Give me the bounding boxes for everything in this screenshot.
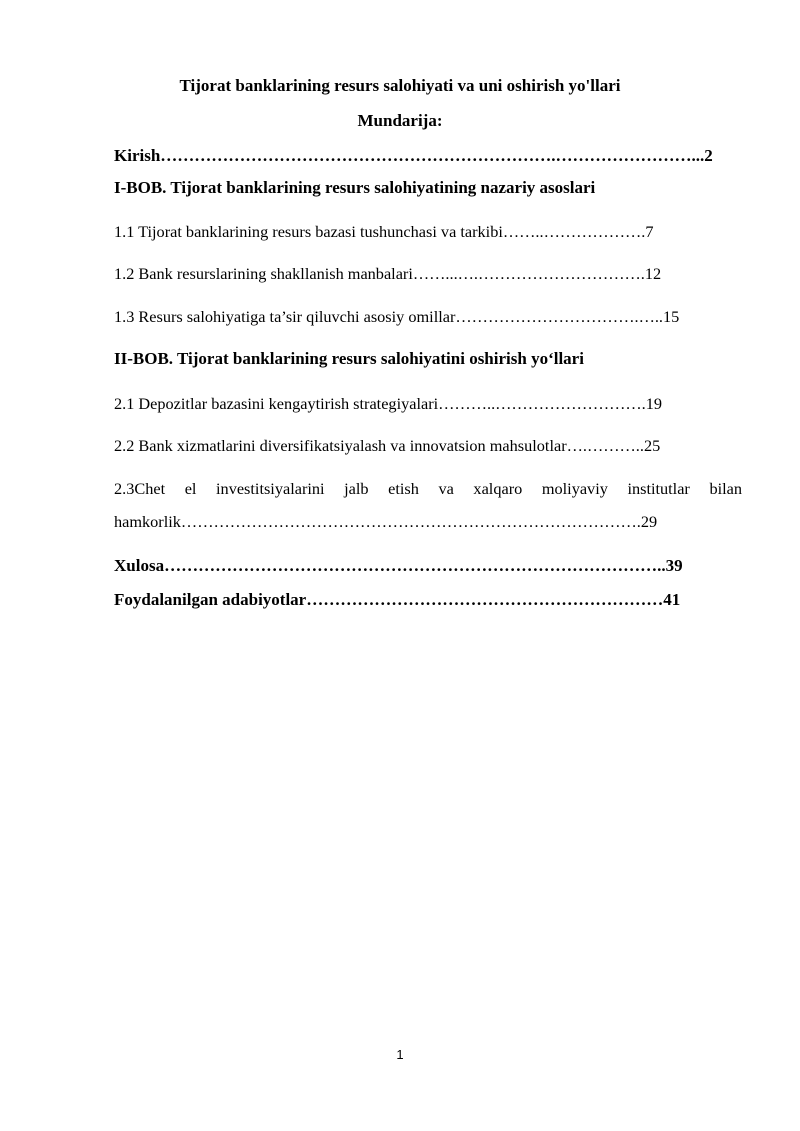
toc-entry-2-3-line2: hamkorlik………………………………………………………………………….29 [114, 512, 658, 531]
document-title: Tijorat banklarining resurs salohiyati va uni oshirish yo'llari [179, 76, 621, 95]
toc-entry-xulosa: Xulosa……………………………………………………………………………..39 [114, 556, 683, 575]
toc-entry-kirish: Kirish…………………………………………………………….……………………...2 [114, 146, 713, 165]
toc-entry-1-2: 1.2 Bank resurslarining shakllanish manbalari……...….………………………….12 [114, 264, 662, 283]
toc-entry-1-1: 1.1 Tijorat banklarining resurs bazasi tushunchasi va tarkibi……..……………….7 [114, 222, 654, 241]
toc-heading: Mundarija: [357, 111, 443, 130]
toc-chapter-1: I-BOB. Tijorat banklarining resurs salohiyatining nazariy asoslari [114, 178, 596, 197]
toc-entry-2-2: 2.2 Bank xizmatlarini diversifikatsiyalash va innovatsion mahsulotlar….………..25 [114, 436, 661, 455]
toc-entry-2-3-line1: 2.3Chet el investitsiyalarini jalb etish va xalqaro moliyaviy institutlar bilan [114, 479, 742, 498]
toc-chapter-2: II-BOB. Tijorat banklarining resurs salohiyatini oshirish yo‘llari [114, 349, 584, 368]
toc-entry-1-3: 1.3 Resurs salohiyatiga ta’sir qiluvchi asosiy omillar…………………………….…..15 [114, 307, 680, 326]
toc-entry-2-1: 2.1 Depozitlar bazasini kengaytirish strategiyalari………..……………………….19 [114, 394, 663, 413]
toc-entry-adabiyotlar: Foydalanilgan adabiyotlar………………………………………………………41 [114, 590, 681, 609]
page-number: 1 [396, 1047, 404, 1062]
